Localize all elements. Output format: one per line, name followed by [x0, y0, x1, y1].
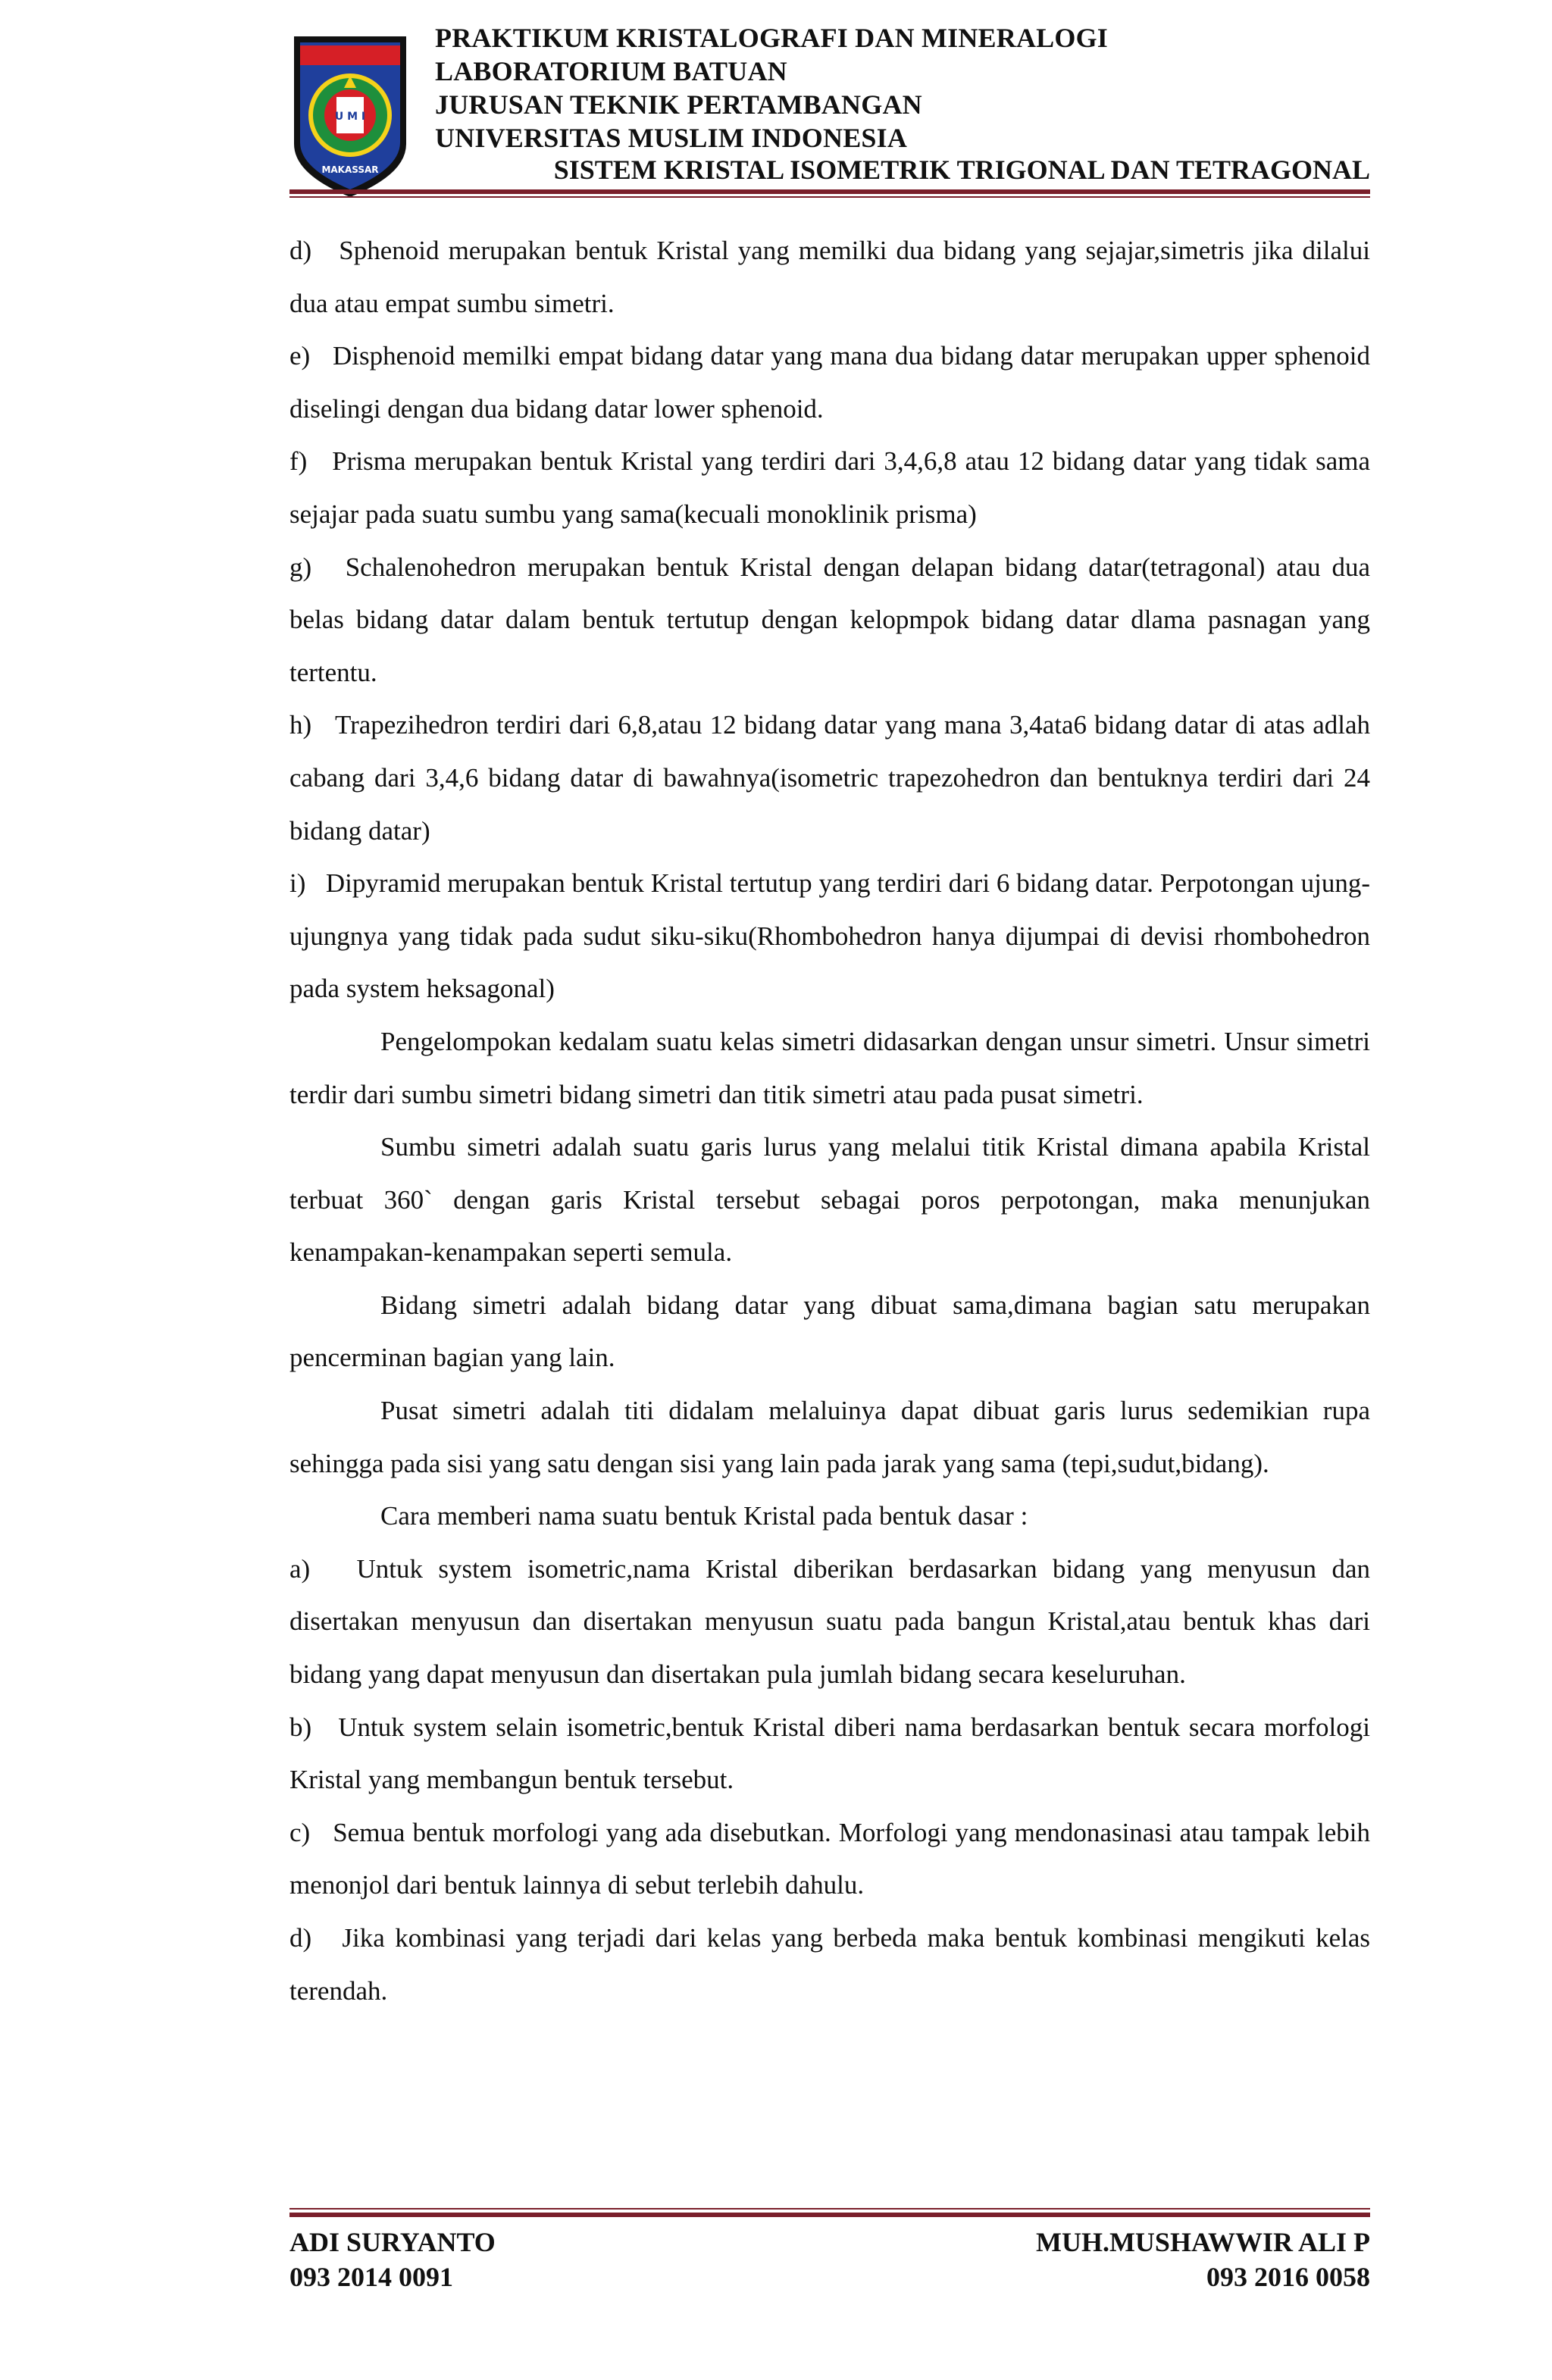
list-item-selain-isometric: b) Untuk system selain isometric,bentuk Kristal diberi nama berdasarkan bentuk secara morfologi Kristal yang membangun bentuk tersebut.: [289, 1712, 1370, 1795]
list-item-schalenohedron: g) Schalenohedron merupakan bentuk Kristal dengan delapan bidang datar(tetragonal) atau dua belas bidang datar dalam bentuk tertutup dengan kelopmpok bidang datar dlama pasnagan yang tertentu.: [289, 552, 1370, 687]
paragraph-pusat-simetri: Pusat simetri adalah titi didalam melaluinya dapat dibuat garis lurus sedemikian rupa sehingga pada sisi yang satu dengan sisi yang lain pada jarak yang sama (tepi,sudut,bidang).: [289, 1396, 1370, 1478]
list-item-dipyramid: i) Dipyramid merupakan bentuk Kristal tertutup yang terdiri dari 6 bidang datar. Perpotongan ujung-ujungnya yang tidak pada sudut siku-siku(Rhombohedron hanya dijumpai di devisi rhombohedron pada system heksagonal): [289, 868, 1370, 1004]
footer-right-name: MUH.MUSHAWWIR ALI P: [1035, 2227, 1370, 2257]
header-rule-thick: [289, 189, 1370, 194]
svg-text:U M I: U M I: [334, 111, 366, 123]
university-logo: [289, 30, 411, 200]
paragraph-bidang-simetri: Bidang simetri adalah bidang datar yang dibuat sama,dimana bagian satu merupakan pencerminan bagian yang lain.: [289, 1290, 1370, 1373]
list-item-prisma: f) Prisma merupakan bentuk Kristal yang terdiri dari 3,4,6,8 atau 12 bidang datar yang tidak sama sejajar pada suatu sumbu yang sama(kecuali monoklinik prisma): [289, 446, 1370, 529]
footer-right-id: 093 2016 0058: [1206, 2262, 1370, 2292]
header-line-jurusan: JURUSAN TEKNIK PERTAMBANGAN: [435, 89, 922, 120]
footer-left-author: [289, 2225, 496, 2294]
header-line-laboratorium: LABORATORIUM BATUAN: [435, 56, 787, 86]
list-item-disphenoid: e) Disphenoid memilki empat bidang datar yang mana dua bidang datar merupakan upper sphenoid diselingi dengan dua bidang datar lower sphenoid.: [289, 341, 1370, 424]
header-subtitle: SISTEM KRISTAL ISOMETRIK TRIGONAL DAN TETRAGONAL: [553, 155, 1370, 185]
paragraph-pengelompokan: Pengelompokan kedalam suatu kelas simetri didasarkan dengan unsur simetri. Unsur simetri terdir dari sumbu simetri bidang simetri dan titik simetri atau pada pusat simetri.: [289, 1026, 1370, 1109]
footer-left-id: 093 2014 0091: [289, 2262, 453, 2292]
page-body: [289, 224, 1370, 2017]
paragraph-sumbu-simetri: Sumbu simetri adalah suatu garis lurus yang melalui titik Kristal dimana apabila Kristal terbuat 360` dengan garis Kristal tersebut sebagai poros perpotongan, maka menunjukan kenampakan-kenampakan seperti semula.: [289, 1132, 1370, 1268]
list-item-morfologi: c) Semua bentuk morfologi yang ada disebutkan. Morfologi yang mendonasinasi atau tampak lebih menonjol dari bentuk lainnya di sebut terlebih dahulu.: [289, 1817, 1370, 1900]
header-titles: [435, 21, 1108, 155]
footer-rule-thin: [289, 2208, 1370, 2210]
footer-right-author: [1036, 2225, 1370, 2294]
paragraph-cara-memberi-nama: Cara memberi nama suatu bentuk Kristal pada bentuk dasar :: [380, 1501, 1028, 1531]
list-item-trapezihedron: h) Trapezihedron terdiri dari 6,8,atau 12 bidang datar yang mana 3,4ata6 bidang datar di atas adlah cabang dari 3,4,6 bidang datar di bawahnya(isometric trapezohedron dan bentuknya terdiri dari 24 bidang datar): [289, 710, 1370, 846]
header-rule-thin: [289, 196, 1370, 198]
footer-rule-thick: [289, 2213, 1370, 2217]
header-line-praktikum: PRAKTIKUM KRISTALOGRAFI DAN MINERALOGI: [435, 23, 1108, 53]
list-item-kombinasi: d) Jika kombinasi yang terjadi dari kelas yang berbeda maka bentuk kombinasi mengikuti kelas terendah.: [289, 1923, 1370, 2006]
page-header: [289, 21, 1370, 200]
footer-left-name: ADI SURYANTO: [289, 2227, 496, 2257]
list-item-sphenoid: d) Sphenoid merupakan bentuk Kristal yang memilki dua bidang yang sejajar,simetris jika dilalui dua atau empat sumbu simetri.: [289, 236, 1370, 318]
svg-text:MAKASSAR: MAKASSAR: [321, 164, 379, 175]
list-item-isometric: a) Untuk system isometric,nama Kristal diberikan berdasarkan bidang yang menyusun dan disertakan menyusun dan disertakan menyusun suatu pada bangun Kristal,atau bentuk khas dari bidang yang dapat menyusun dan disertakan pula jumlah bidang secara keseluruhan.: [289, 1553, 1370, 1690]
header-line-universitas: UNIVERSITAS MUSLIM INDONESIA: [435, 123, 908, 153]
